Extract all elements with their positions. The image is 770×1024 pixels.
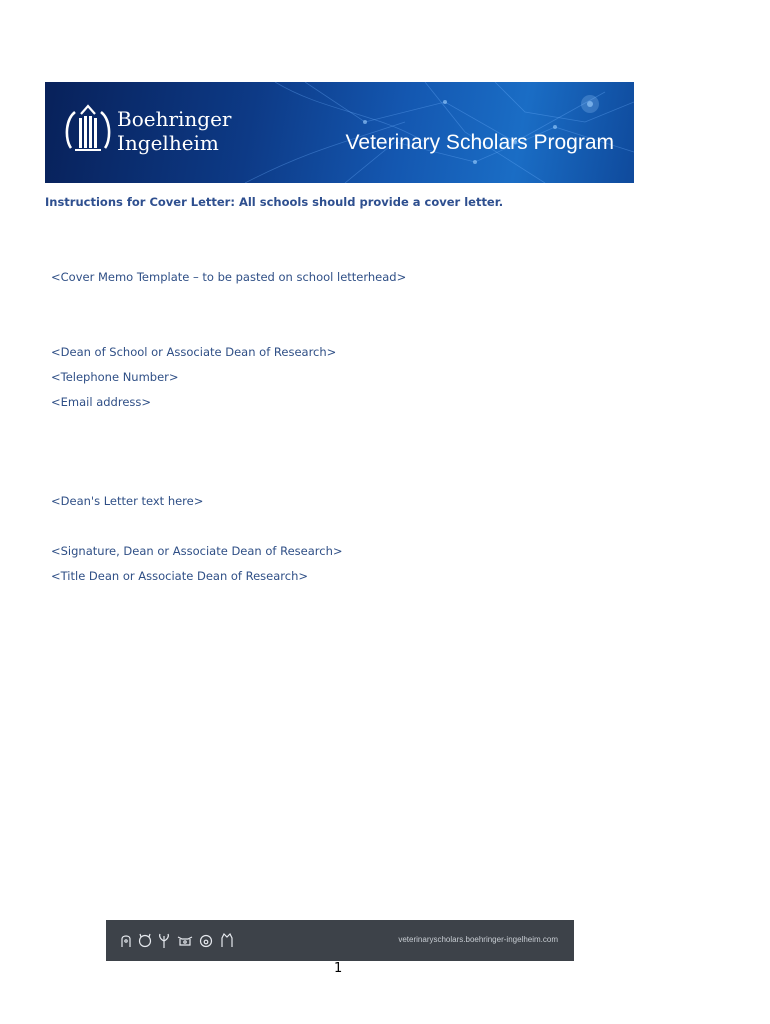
- instructions-heading: Instructions for Cover Letter: All schools should provide a cover letter.: [45, 195, 504, 209]
- header-banner: [45, 82, 634, 183]
- email-line: <Email address>: [51, 395, 152, 409]
- footer-url: veterinaryscholars.boehringer-ingelheim.com: [398, 935, 558, 944]
- signature-line: <Signature, Dean or Associate Dean of Research>: [51, 544, 343, 558]
- cattle-icon: [178, 937, 192, 945]
- brand-line-2: Ingelheim: [117, 131, 219, 155]
- footer-bar: [106, 920, 574, 961]
- dean-line: <Dean of School or Associate Dean of Research>: [51, 345, 337, 359]
- horse-icon: [122, 936, 130, 947]
- page-number: 1: [334, 961, 343, 976]
- brand-line-1: Boehringer: [117, 107, 232, 131]
- letter-text-line: <Dean's Letter text here>: [51, 494, 204, 508]
- boehringer-logo-icon: [63, 104, 113, 160]
- dog-icon: [140, 934, 151, 947]
- plant-icon: [160, 934, 169, 948]
- title-line: <Title Dean or Associate Dean of Research>: [51, 569, 309, 583]
- brand-name: [117, 107, 232, 155]
- footer-animal-icons: [120, 933, 240, 949]
- pig-icon: [201, 936, 212, 947]
- cat-icon: [222, 934, 232, 947]
- program-title: Veterinary Scholars Program: [345, 131, 614, 154]
- telephone-line: <Telephone Number>: [51, 370, 179, 384]
- cover-memo-line: <Cover Memo Template – to be pasted on school letterhead>: [51, 270, 407, 284]
